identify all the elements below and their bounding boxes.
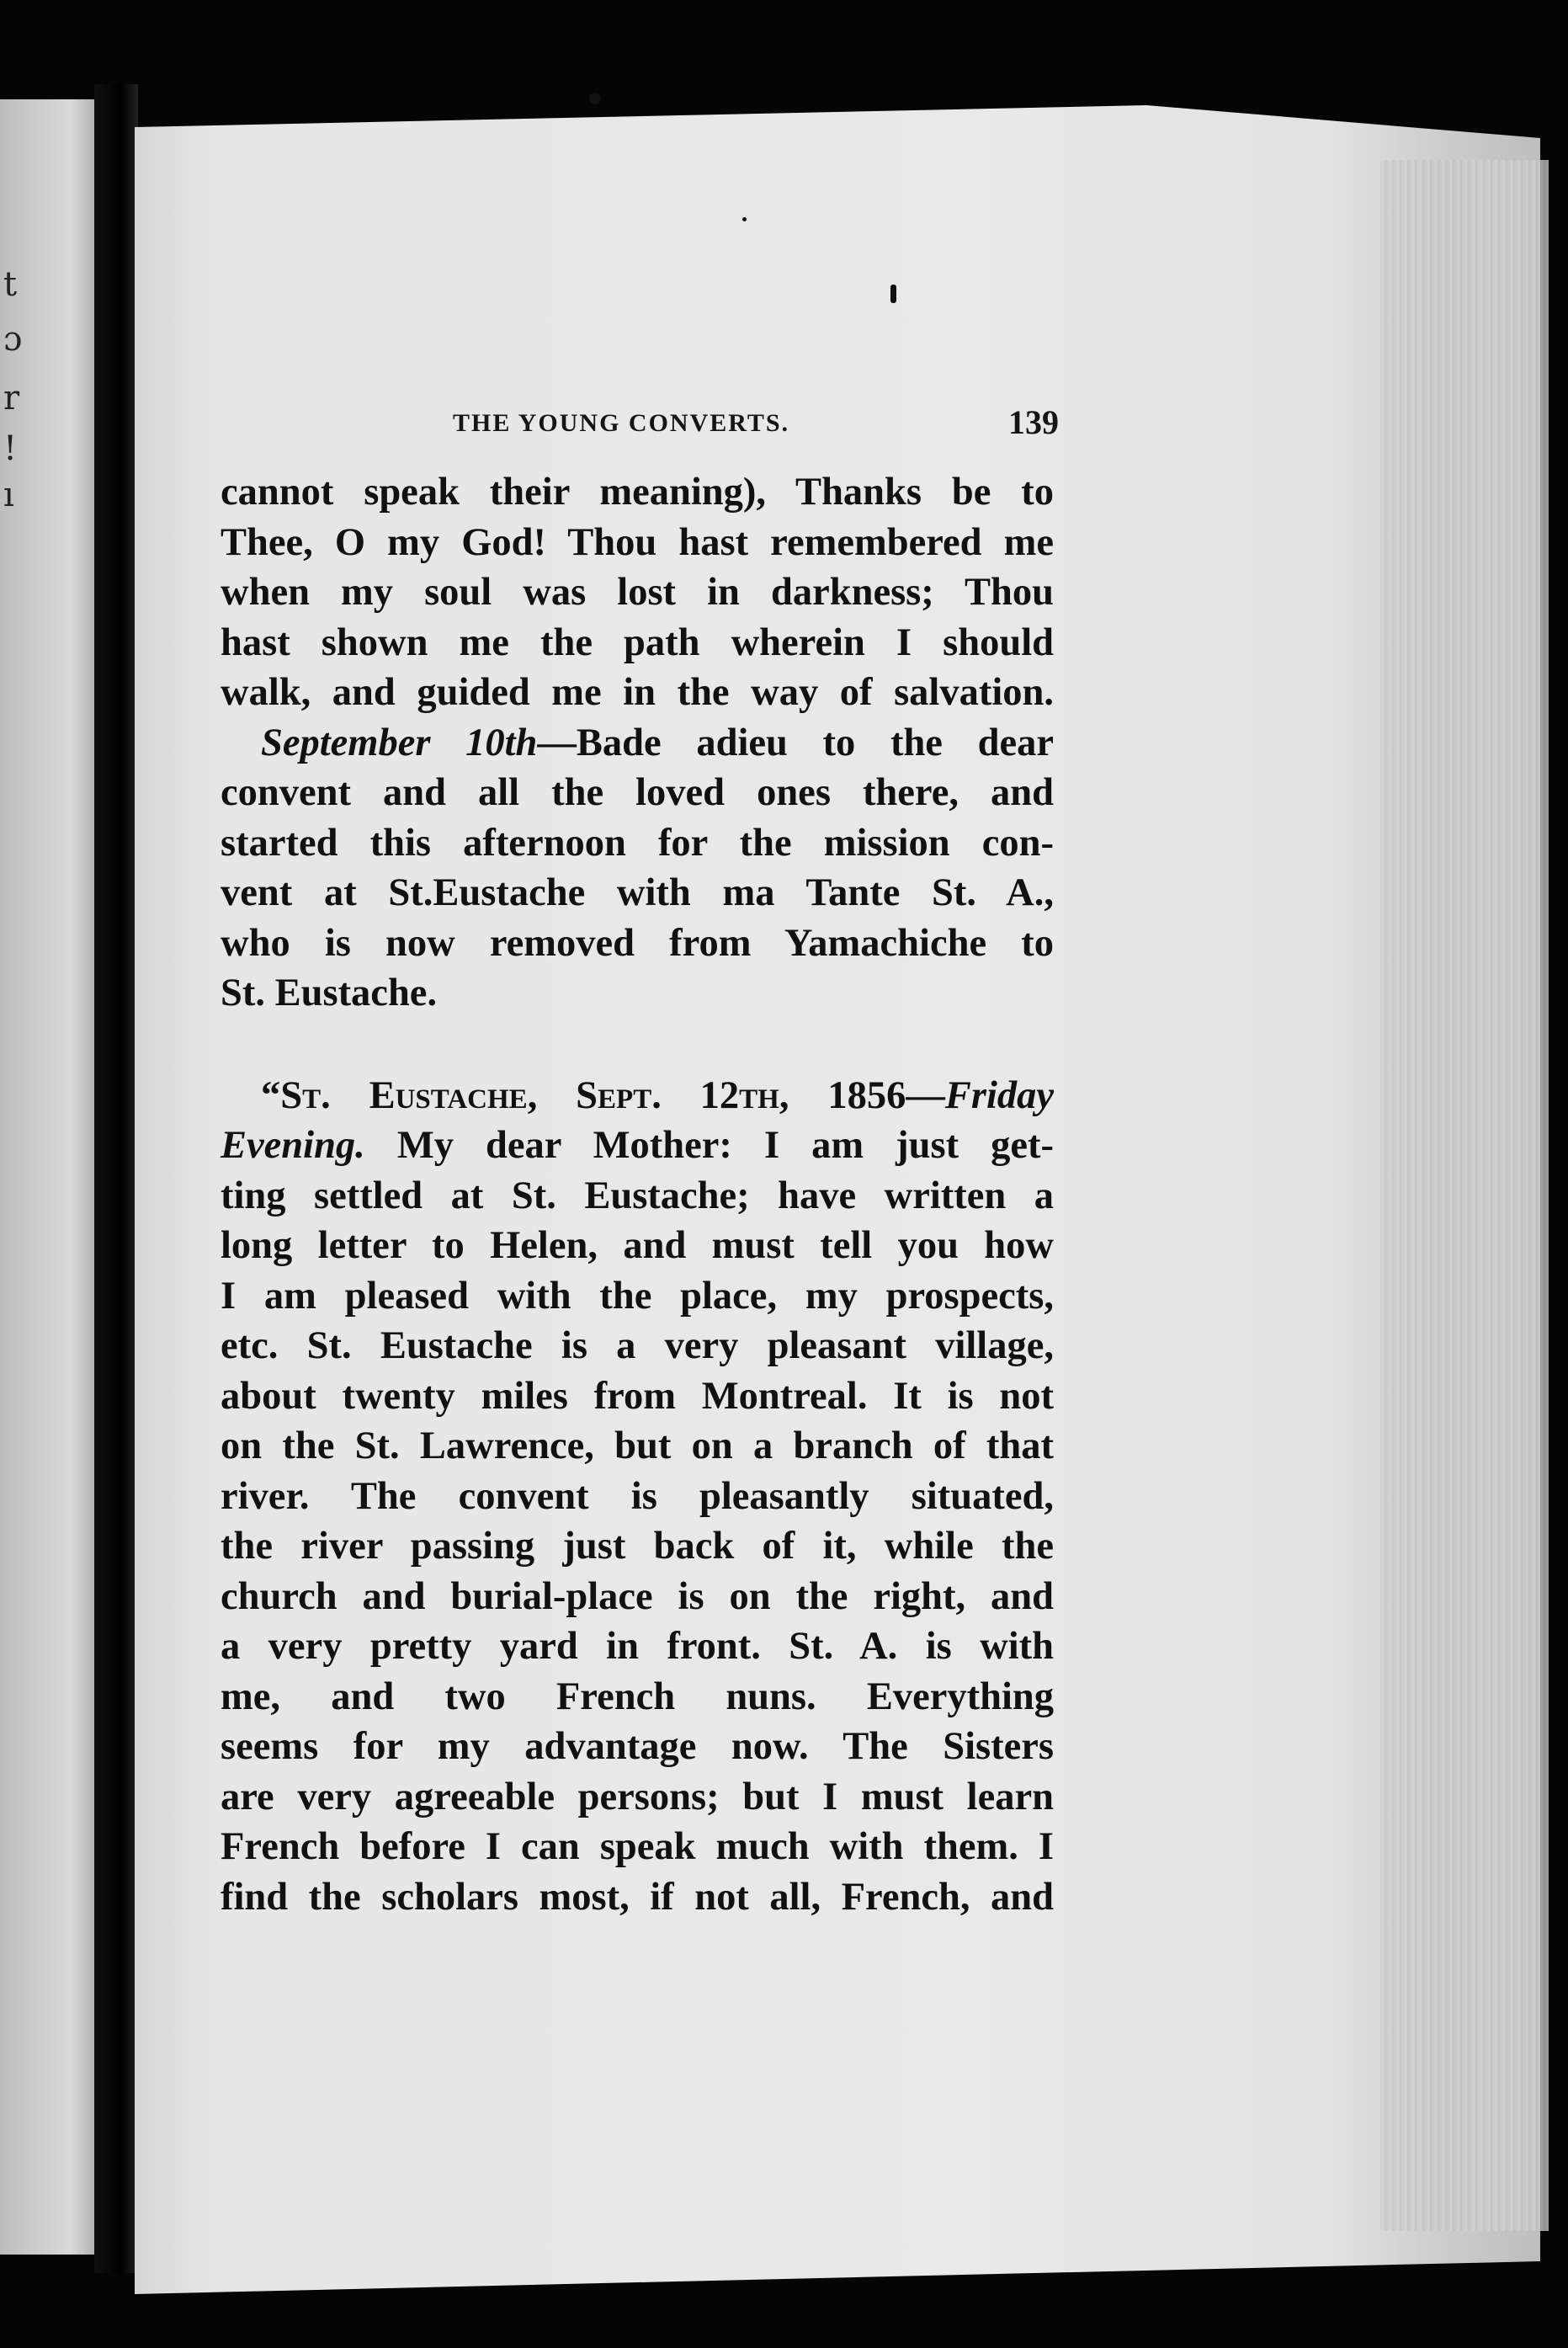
diary-entry-line: [221, 718, 1054, 769]
book-gutter: [94, 84, 138, 2273]
text-line: Thee, O my God! Thou hast remembered me: [221, 520, 1054, 564]
letter-salutation-line: [221, 1121, 1054, 1171]
text-line: long letter to Helen, and must tell you how: [221, 1224, 1054, 1267]
text-line: on the St. Lawrence, but on a branch of that: [221, 1424, 1054, 1467]
text-line: find the scholars most, if not all, French, and: [221, 1875, 1054, 1919]
running-head: THE YOUNG CONVERTS.: [453, 409, 790, 437]
text-line: French before I can speak much with them. I: [221, 1825, 1054, 1868]
facing-page-fragment: ı: [3, 476, 14, 514]
print-speck: [589, 93, 601, 104]
text-segment: —Bade adieu to the dear: [537, 721, 1055, 764]
facing-page-fragment: r: [3, 379, 20, 418]
text-line: are very agreeable persons; but I must learn: [221, 1775, 1054, 1818]
text-line: started this afternoon for the mission con-: [221, 821, 1054, 865]
facing-page-fragment: t: [3, 265, 18, 304]
text-line: cannot speak their meaning), Thanks be to: [221, 471, 1054, 514]
text-line: seems for my advantage now. The Sisters: [221, 1725, 1054, 1768]
text-segment: My dear Mother: I am just get-: [364, 1124, 1054, 1167]
text-line: when my soul was lost in darkness; Thou: [221, 571, 1054, 614]
text-line: church and burial-place is on the right, and: [221, 1574, 1054, 1618]
page-stack-edge: [1380, 160, 1549, 2231]
text-line: about twenty miles from Montreal. It is not: [221, 1374, 1054, 1418]
text-line: convent and all the loved ones there, and: [221, 771, 1054, 814]
page-number: 139: [1008, 403, 1059, 441]
letter-year: 1856—: [789, 1073, 945, 1117]
facing-page-fragment: !: [3, 429, 18, 468]
letter-place-date: St. Eustache, Sept. 12th,: [280, 1073, 789, 1117]
text-line: I am pleased with the place, my prospects,: [221, 1274, 1054, 1318]
letter-time: Evening.: [221, 1124, 365, 1167]
letter-day: Friday: [944, 1073, 1054, 1117]
text-line: ting settled at St. Eustache; have written a: [221, 1174, 1054, 1217]
facing-page-fragment: ɔ: [3, 320, 23, 359]
page-header: [453, 402, 1059, 445]
print-speck: [742, 217, 747, 221]
print-speck: [890, 285, 896, 303]
text-line: the river passing just back of it, while the: [221, 1525, 1054, 1568]
text-line: walk, and guided me in the way of salvation.: [221, 671, 1054, 714]
entry-date: September 10th: [261, 721, 538, 764]
text-line: river. The convent is pleasantly situated,: [221, 1474, 1054, 1518]
open-quote: “: [261, 1073, 281, 1117]
text-line: vent at St.Eustache with ma Tante St. A.,: [221, 871, 1054, 914]
text-line: hast shown me the path wherein I should: [221, 620, 1054, 664]
text-line: who is now removed from Yamachiche to: [221, 921, 1054, 965]
letter-heading-line: [221, 1071, 1054, 1121]
text-line: me, and two French nuns. Everything: [221, 1674, 1054, 1718]
body-text: [221, 467, 1054, 1922]
text-line: a very pretty yard in front. St. A. is with: [221, 1625, 1054, 1668]
text-line: St. Eustache.: [221, 972, 438, 1014]
text-line: etc. St. Eustache is a very pleasant village,: [221, 1324, 1054, 1367]
